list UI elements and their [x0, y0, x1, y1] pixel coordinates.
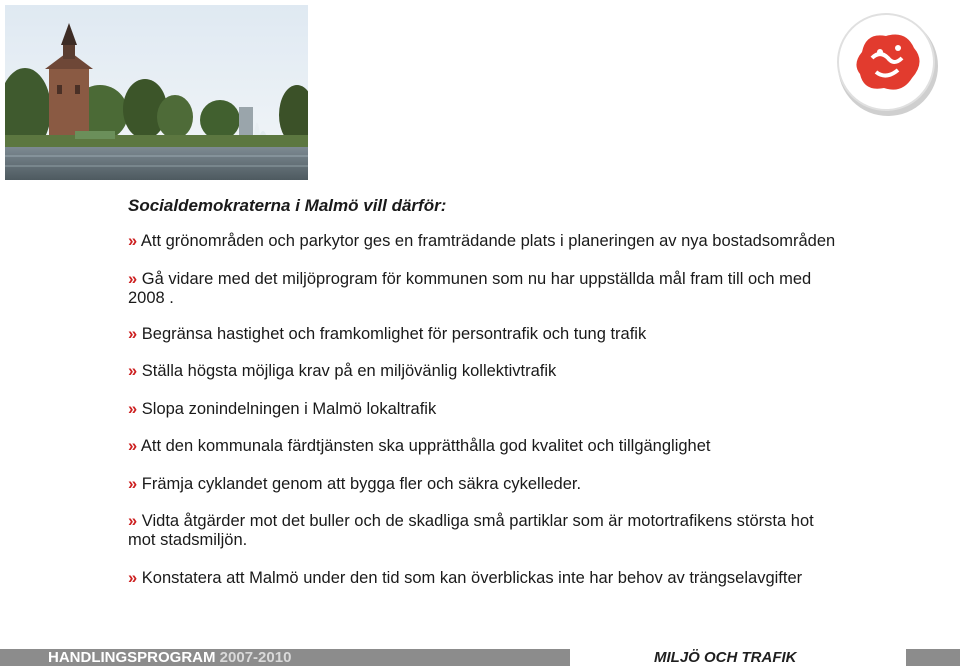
list-item — [128, 362, 838, 381]
list-item — [128, 512, 838, 550]
list-item — [128, 437, 838, 456]
list-item — [128, 325, 838, 344]
list-item-text: Att den kommunala färdtjänsten ska upprätthålla god kvalitet och tillgänglighet — [140, 437, 711, 455]
footer-program-title — [48, 649, 291, 666]
list-item-text: Att grönområden och parkytor ges en framträdande plats i planeringen av nya bostadsområden — [140, 232, 836, 250]
list-item — [128, 475, 838, 494]
list-item-text: Slopa zonindelningen i Malmö lokaltrafik — [141, 399, 437, 418]
list-item-text: Begränsa hastighet och framkomlighet för persontrafik och tung trafik — [141, 324, 647, 343]
header-photo — [5, 5, 308, 180]
list-item — [128, 569, 838, 588]
goals-list — [128, 232, 838, 606]
bullet-marker: » — [128, 269, 138, 288]
bullet-marker: » — [128, 474, 138, 493]
footer-topic: MILJÖ OCH TRAFIK — [654, 649, 797, 666]
footer — [0, 649, 960, 666]
page-heading: Socialdemokraterna i Malmö vill därför: — [128, 196, 447, 215]
list-item-text: Främja cyklandet genom att bygga fler och säkra cykelleder. — [141, 474, 582, 493]
list-item — [128, 232, 838, 251]
park-photo-image — [5, 5, 308, 180]
list-item-text: Ställa högsta möjliga krav på en miljövänlig kollektivtrafik — [141, 362, 557, 380]
red-rose-logo-icon — [836, 12, 940, 116]
list-item — [128, 400, 838, 419]
bullet-marker: » — [128, 437, 138, 455]
bullet-marker: » — [128, 362, 138, 380]
bullet-marker: » — [128, 232, 138, 250]
bullet-marker: » — [128, 512, 138, 530]
program-label: HANDLINGSPROGRAM — [48, 649, 216, 666]
list-item-text: Gå vidare med det miljöprogram för kommunen som nu har uppställda mål fram till och med 2008 . — [128, 269, 812, 307]
list-item — [128, 270, 838, 308]
program-years: 2007-2010 — [219, 649, 292, 666]
list-item-text: Konstatera att Malmö under den tid som kan överblickas inte har behov av trängselavgifter — [141, 568, 803, 587]
footer-bar-right — [906, 649, 960, 666]
bullet-marker: » — [128, 399, 138, 418]
bullet-marker: » — [128, 568, 138, 587]
bullet-marker: » — [128, 324, 138, 343]
list-item-text: Vidta åtgärder mot det buller och de skadliga små partiklar som är motortrafikens största hot mot stadsmiljön. — [128, 512, 814, 549]
